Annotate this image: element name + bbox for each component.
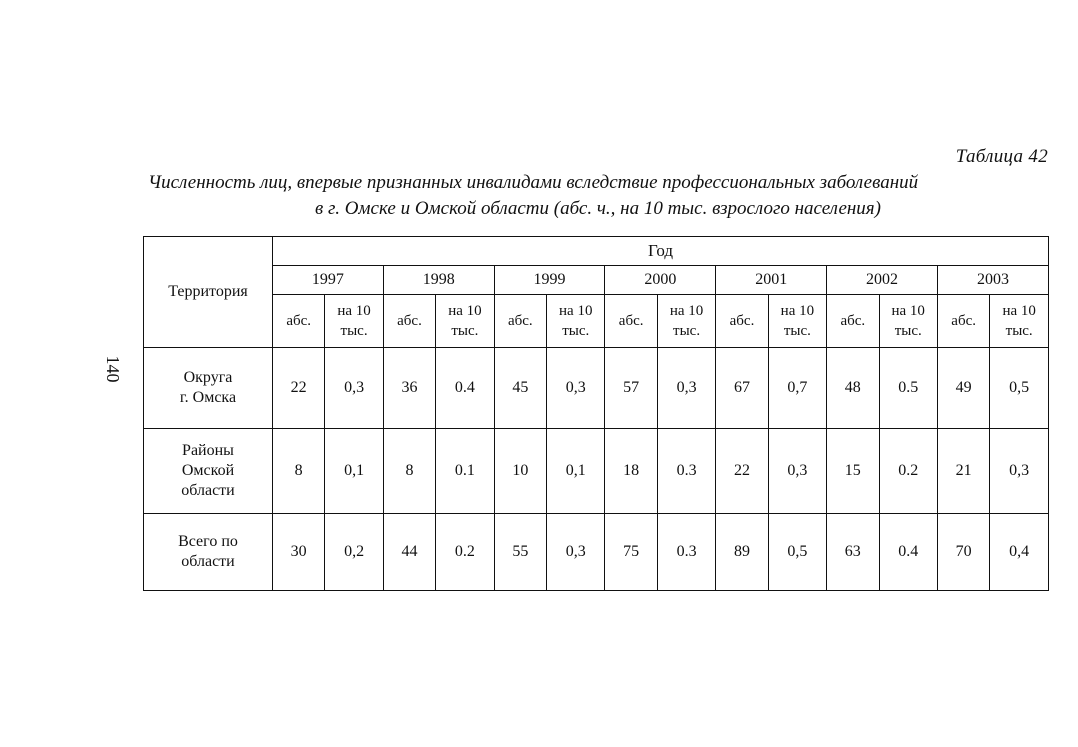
cell-abs-value: 30	[272, 514, 324, 591]
cell-abs-value: 49	[937, 348, 989, 429]
cell-abs-value: 44	[383, 514, 435, 591]
subheader-rate-line-1: на 10	[448, 303, 482, 319]
subheader-rate-line-2: тыс.	[783, 323, 811, 339]
cell-rate-value: 0,1	[325, 429, 383, 514]
year-header: 2001	[716, 266, 827, 295]
cell-rate-value: 0.3	[657, 429, 715, 514]
year-header: 2002	[827, 266, 938, 295]
cell-abs-value: 10	[494, 429, 546, 514]
year-header: 1997	[272, 266, 383, 295]
cell-rate-value: 0.4	[879, 514, 937, 591]
table-row	[144, 348, 1049, 429]
year-group-header: Год	[272, 237, 1048, 266]
cell-abs-value: 22	[272, 348, 324, 429]
subheader-rate-line-1: на 10	[780, 303, 815, 319]
cell-abs-value: 15	[827, 429, 879, 514]
year-header: 2003	[937, 266, 1048, 295]
year-header: 2000	[605, 266, 716, 295]
subheader-abs: абс.	[605, 295, 657, 348]
row-label-line: Районы	[182, 442, 234, 459]
cell-abs-value: 89	[716, 514, 768, 591]
subheader-abs: абс.	[716, 295, 768, 348]
subheader-abs: абс.	[383, 295, 435, 348]
cell-rate-value: 0,5	[768, 514, 826, 591]
subheader-rate	[547, 295, 605, 348]
year-header: 1998	[383, 266, 494, 295]
cell-abs-value: 55	[494, 514, 546, 591]
cell-abs-value: 36	[383, 348, 435, 429]
cell-rate-value: 0.4	[436, 348, 494, 429]
table-title-line-2: в г. Омске и Омской области (абс. ч., на 10 тыс. взрослого населения)	[315, 198, 881, 219]
subheader-rate-line-2: тыс.	[1005, 323, 1033, 339]
subheader-rate-line-1: на 10	[891, 303, 925, 319]
subheader-rate-line-1: на 10	[559, 303, 593, 319]
table-title	[148, 170, 1048, 222]
cell-rate-value: 0,4	[990, 514, 1049, 591]
subheader-abs: абс.	[827, 295, 879, 348]
table-row	[144, 429, 1049, 514]
cell-abs-value: 63	[827, 514, 879, 591]
year-header: 1999	[494, 266, 605, 295]
table-row	[144, 514, 1049, 591]
subheader-rate	[879, 295, 937, 348]
cell-abs-value: 45	[494, 348, 546, 429]
row-label-line: области	[181, 482, 235, 499]
cell-rate-value: 0,7	[768, 348, 826, 429]
subheader-rate	[990, 295, 1049, 348]
cell-rate-value: 0.3	[657, 514, 715, 591]
cell-rate-value: 0,5	[990, 348, 1049, 429]
year-header-row	[144, 266, 1049, 295]
cell-abs-value: 8	[272, 429, 324, 514]
cell-rate-value: 0,3	[657, 348, 715, 429]
page-number: 140	[103, 355, 123, 383]
cell-abs-value: 48	[827, 348, 879, 429]
cell-abs-value: 22	[716, 429, 768, 514]
row-label	[144, 348, 273, 429]
subheader-rate	[436, 295, 494, 348]
subheader-rate-line-1: на 10	[1002, 303, 1036, 319]
subheader-rate	[657, 295, 715, 348]
row-label-line: г. Омска	[179, 389, 237, 406]
subheader-abs: абс.	[272, 295, 324, 348]
row-label-line: области	[181, 553, 235, 570]
table-body	[144, 348, 1049, 591]
row-label	[144, 429, 273, 514]
subheader-abs: абс.	[937, 295, 989, 348]
subheader-rate-line-2: тыс.	[451, 323, 479, 339]
row-label-line: Округа	[183, 369, 233, 386]
row-label-line: Всего по	[178, 533, 238, 550]
disability-table	[143, 236, 1049, 591]
cell-abs-value: 8	[383, 429, 435, 514]
cell-rate-value: 0,2	[325, 514, 383, 591]
row-label	[144, 514, 273, 591]
subheader-rate-line-1: на 10	[669, 303, 704, 319]
subheader-rate-line-1: на 10	[337, 303, 371, 319]
cell-rate-value: 0,3	[547, 348, 605, 429]
subheader-rate-line-2: тыс.	[340, 323, 368, 339]
subheader-rate-line-2: тыс.	[562, 323, 590, 339]
cell-abs-value: 67	[716, 348, 768, 429]
table-title-line-1: Численность лиц, впервые признанных инвалидами вследствие профессиональных заболеваний	[148, 172, 919, 193]
cell-rate-value: 0.1	[436, 429, 494, 514]
cell-rate-value: 0,3	[325, 348, 383, 429]
cell-abs-value: 21	[937, 429, 989, 514]
cell-rate-value: 0,3	[990, 429, 1049, 514]
table-label: Таблица 42	[955, 146, 1048, 167]
cell-rate-value: 0.2	[879, 429, 937, 514]
cell-rate-value: 0.5	[879, 348, 937, 429]
cell-rate-value: 0,1	[547, 429, 605, 514]
subheader-rate-line-2: тыс.	[673, 323, 701, 339]
territory-header: Территория	[144, 237, 273, 348]
cell-abs-value: 70	[937, 514, 989, 591]
cell-rate-value: 0,3	[547, 514, 605, 591]
cell-abs-value: 75	[605, 514, 657, 591]
subheader-rate	[325, 295, 383, 348]
subheader-abs: абс.	[494, 295, 546, 348]
cell-abs-value: 57	[605, 348, 657, 429]
cell-abs-value: 18	[605, 429, 657, 514]
subheader-row	[144, 295, 1049, 348]
subheader-rate	[768, 295, 826, 348]
subheader-rate-line-2: тыс.	[894, 323, 922, 339]
row-label-line: Омской	[181, 462, 235, 479]
cell-rate-value: 0,3	[768, 429, 826, 514]
cell-rate-value: 0.2	[436, 514, 494, 591]
